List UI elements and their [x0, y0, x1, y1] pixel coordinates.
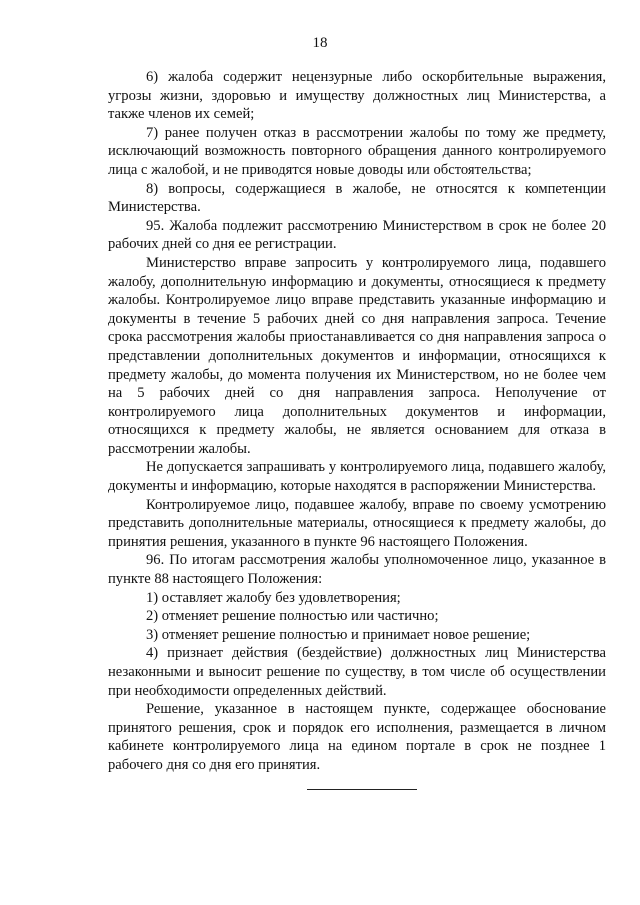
paragraph-decision-3: 3) отменяет решение полностью и принимает новое решение;	[146, 626, 531, 643]
paragraph-clause-95: 95. Жалоба подлежит рассмотрению Министерством в срок не более 20 рабочих дней со дня ее регистрации.	[108, 217, 606, 253]
paragraph-decision-4: 4) признает действия (бездействие) должностных лиц Министерства незаконными и выносит решение по существу, в том числе об осуществлении при необходимости определенных действий.	[108, 645, 606, 699]
paragraph-clause-96: 96. По итогам рассмотрения жалобы уполномоченное лицо, указанное в пункте 88 настоящего Положения:	[108, 552, 606, 588]
paragraph-decision-publication: Решение, указанное в настоящем пункте, содержащее обоснование принятого решения, срок и порядок его исполнения, размещается в личном кабинете контролируемого лица на едином портале в срок не позднее 1 рабочего дня со дня его принятия.	[108, 701, 606, 773]
paragraph-request-info: Министерство вправе запросить у контролируемого лица, подавшего жалобу, дополнительную информацию и документы, относящиеся к предмету жалобы. Контролируемое лицо вправе представить указанные информацию и документы в течение 5 рабочих дней со дня направления запроса. Течение срока рассмотрения жалобы приостанавливается со дня направления запроса о представлении дополнительных документов и информации, относящихся к предмету жалобы, до момента получения их Министерством, но не более чем на 5 рабочих дней со дня направления запроса. Неполучение от контролируемого лица дополнительных документов и информации, относящихся к предмету жалобы, не является основанием для отказа в рассмотрении жалобы.	[108, 254, 606, 457]
paragraph-item-7: 7) ранее получен отказ в рассмотрении жалобы по тому же предмету, исключающий возможность повторного обращения данного контролируемого лица с жалобой, и не приводятся новые доводы или обстоятельства;	[108, 124, 606, 178]
paragraph-item-8: 8) вопросы, содержащиеся в жалобе, не относятся к компетенции Министерства.	[108, 180, 606, 216]
paragraph-decision-2: 2) отменяет решение полностью или частично;	[146, 608, 439, 625]
page-number: 18	[312, 35, 328, 51]
paragraph-additional-materials: Контролируемое лицо, подавшее жалобу, вправе по своему усмотрению представить дополнительные материалы, относящиеся к предмету жалобы, до принятия решения, указанного в пункте 96 настоящего Положения.	[108, 496, 606, 550]
document-body	[108, 68, 606, 790]
end-separator-line	[307, 789, 417, 790]
paragraph-item-6: 6) жалоба содержит нецензурные либо оскорбительные выражения, угрозы жизни, здоровью и имуществу должностных лиц Министерства, а также членов их семей;	[108, 69, 606, 123]
paragraph-decision-1: 1) оставляет жалобу без удовлетворения;	[146, 589, 401, 606]
paragraph-not-allowed: Не допускается запрашивать у контролируемого лица, подавшего жалобу, документы и информацию, которые находятся в распоряжении Министерства.	[108, 459, 606, 495]
